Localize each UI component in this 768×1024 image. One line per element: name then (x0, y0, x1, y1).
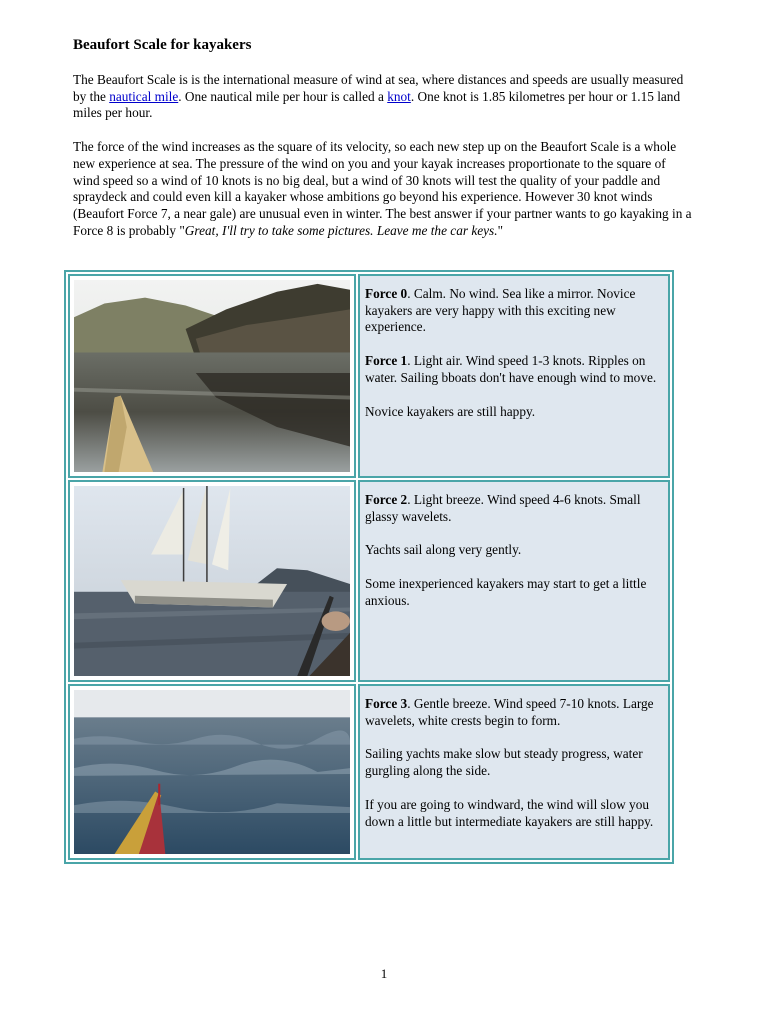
intro-paragraph (73, 72, 693, 122)
table-row (68, 480, 670, 682)
beaufort-force-table (64, 270, 674, 864)
para2-quote: Great, I'll try to take some pictures. Leave me the car keys. (184, 222, 498, 238)
intro-text-2: . One nautical mile per hour is called a (178, 88, 388, 104)
force-1-paragraph (365, 353, 662, 386)
description-cell (358, 480, 670, 682)
force-3-paragraph (365, 696, 662, 729)
note-text: Some inexperienced kayakers may start to get a little anxious. (365, 576, 647, 608)
sailing-yacht-photo (74, 486, 350, 676)
description-cell (358, 274, 670, 478)
force-label: Force 0 (365, 286, 408, 301)
note-text: Sailing yachts make slow but steady progress, water gurgling along the side. (365, 746, 643, 779)
note-text: If you are going to windward, the wind will slow you down a little but intermediate kayakers are still happy. (365, 796, 654, 829)
force-text: . Gentle breeze. Wind speed 7-10 knots. Large wavelets, white crests begin to form. (365, 696, 654, 728)
row3-note-paragraph-2 (365, 797, 662, 830)
intro-text-3: . One knot is 1.85 kilometres per hour or 1.15 land miles per hour. (73, 88, 681, 121)
note-text: Novice kayakers are still happy. (365, 403, 536, 419)
knot-link[interactable]: knot (387, 88, 411, 104)
page-title: Beaufort Scale for kayakers (73, 37, 252, 53)
force-0-paragraph (365, 286, 662, 336)
row2-note-paragraph-2 (365, 576, 662, 609)
force-2-paragraph (365, 492, 662, 525)
wavelets-kayak-photo (74, 690, 350, 854)
note-text: Yachts sail along very gently. (365, 542, 522, 558)
calm-sea-kayak-bow-photo (74, 280, 350, 472)
force-label: Force 1 (365, 353, 408, 369)
force-text: . Light breeze. Wind speed 4-6 knots. Small glassy wavelets. (365, 492, 641, 524)
force-label: Force 2 (365, 492, 408, 507)
photo-cell (68, 480, 356, 682)
force-label: Force 3 (365, 696, 408, 711)
intro-text-1: The Beaufort Scale is is the international measure of wind at sea, where distances and speeds are usually measured by the (73, 72, 684, 104)
para2-end: " (497, 222, 503, 238)
force-text: . Calm. No wind. Sea like a mirror. Novice kayakers are very happy with this exciting new experience. (365, 286, 636, 335)
table-row (68, 684, 670, 860)
page-number: 1 (380, 966, 388, 981)
force-text: . Light air. Wind speed 1-3 knots. Ripples on water. Sailing bboats don't have enough wind to move. (365, 353, 657, 385)
row3-note-paragraph (365, 746, 662, 779)
table-row (68, 274, 670, 478)
photo-cell (68, 274, 356, 478)
force-explanation-paragraph (73, 139, 693, 239)
nautical-mile-link[interactable]: nautical mile (109, 88, 179, 104)
para2-text: The force of the wind increases as the square of its velocity, so each new step up on the Beaufort Scale is a whole new experience at sea. The pressure of the wind on you and your kayak increases proportionate to the square of wind speed so a wind of 10 knots is no big deal, but a wind of 30 knots will test the quality of your paddle and spraydeck and could even kill a kayaker whose ambitions go beyond his experience. However 30 knot winds (Beaufort Force 7, a near gale) are unusual even in winter. The best answer if your partner wants to go kayaking in a Force 8 is probably " (73, 139, 692, 238)
row1-note-paragraph (365, 404, 662, 421)
row2-note-paragraph (365, 542, 662, 559)
document-page (73, 36, 693, 256)
photo-cell (68, 684, 356, 860)
description-cell (358, 684, 670, 860)
